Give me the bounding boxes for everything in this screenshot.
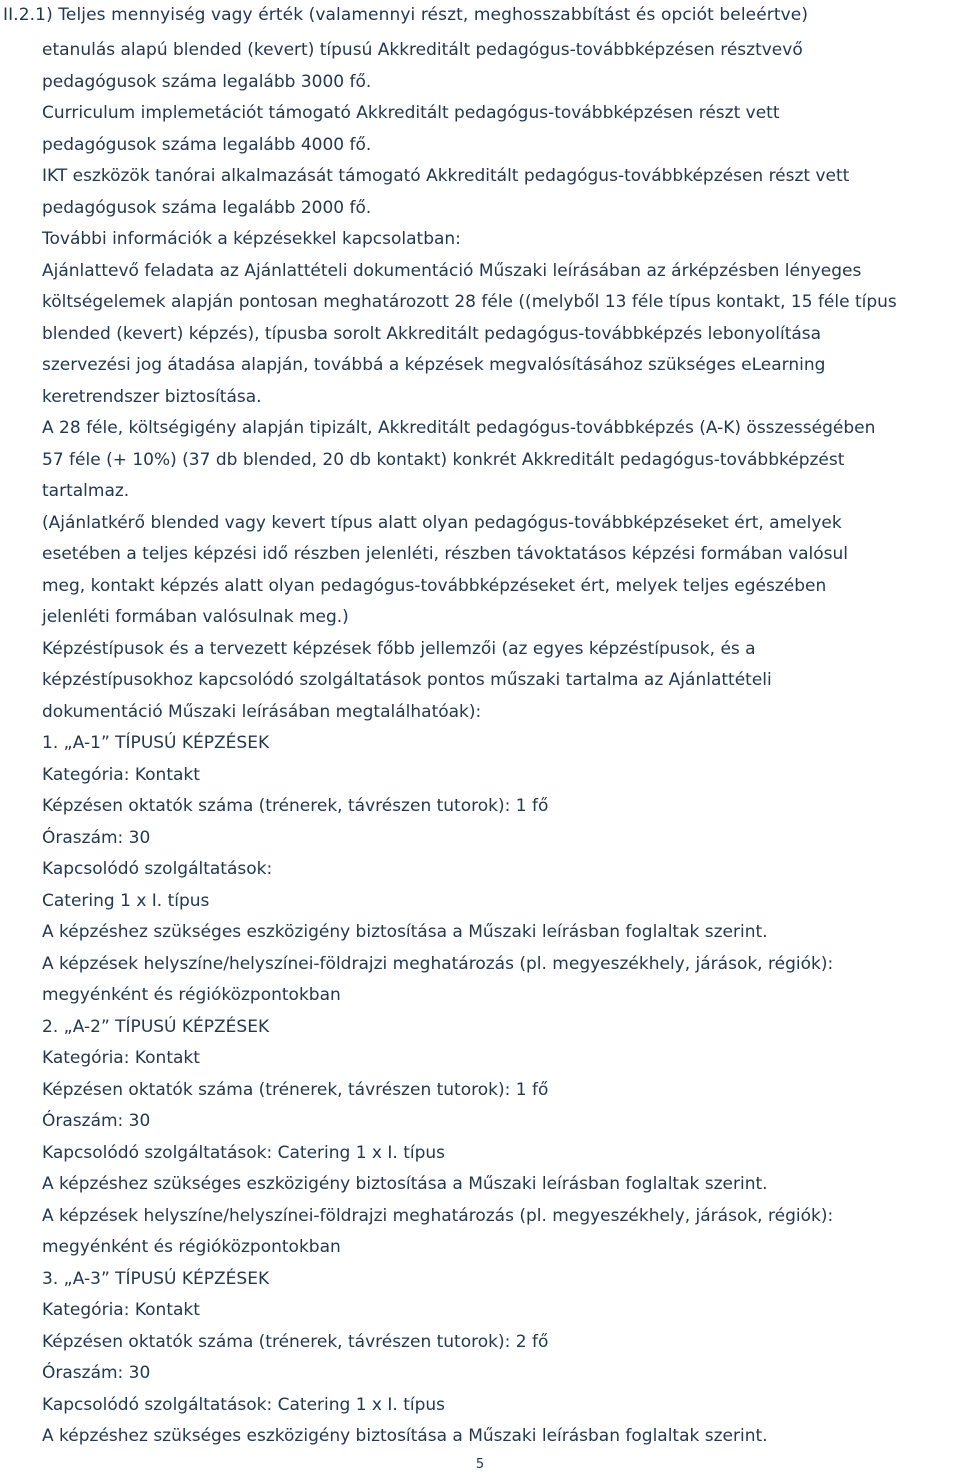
text-line: 57 féle (+ 10%) (37 db blended, 20 db kontakt) konkrét Akkreditált pedagógus-továbbképzést — [42, 449, 845, 470]
text-line: Kategória: Kontakt — [42, 764, 200, 785]
text-line: megyénként és régióközpontokban — [42, 985, 341, 1005]
text-line: jelenléti formában valósulnak meg.) — [42, 607, 349, 627]
text-line: Kategória: Kontakt — [42, 1300, 200, 1320]
text-line: Catering 1 x I. típus — [42, 890, 210, 911]
text-line: Ajánlattevő feladata az Ajánlattételi dokumentáció Műszaki leírásában az árképzésben lényeges — [42, 260, 862, 281]
text-line: Óraszám: 30 — [42, 827, 151, 848]
text-line: Képzésen oktatók száma (trénerek, távrészen tutorok): 1 fő — [42, 796, 549, 816]
text-line: Kapcsolódó szolgáltatások: Catering 1 x I. típus — [42, 1142, 446, 1163]
text-line: A képzéshez szükséges eszközigény biztosítása a Műszaki leírásban foglaltak szerint. — [42, 1174, 768, 1194]
text-line: A képzések helyszíne/helyszínei-földrajzi meghatározás (pl. megyeszékhely, járások, régiók): — [42, 1205, 834, 1226]
text-line: esetében a teljes képzési idő részben jelenléti, részben távoktatásos képzési formában valósul — [42, 544, 849, 564]
text-line: Kategória: Kontakt — [42, 1048, 200, 1068]
text-line: megyénként és régióközpontokban — [42, 1237, 341, 1257]
text-line: (Ajánlatkérő blended vagy kevert típus alatt olyan pedagógus-továbbképzéseket ért, amelyek — [42, 512, 842, 533]
section-heading: II.2.1) Teljes mennyiség vagy érték (valamennyi részt, meghosszabbítást és opciót beleértve) — [3, 5, 809, 25]
text-line: pedagógusok száma legalább 3000 fő. — [42, 71, 372, 92]
text-line: Óraszám: 30 — [42, 1363, 151, 1383]
text-line: Képzésen oktatók száma (trénerek, távrészen tutorok): 2 fő — [42, 1331, 549, 1352]
text-line: A képzéshez szükséges eszközigény biztosítása a Műszaki leírásban foglaltak szerint. — [42, 1426, 768, 1446]
text-line: pedagógusok száma legalább 2000 fő. — [42, 197, 372, 218]
text-line: költségelemek alapján pontosan meghatározott 28 féle ((melyből 13 féle típus kontakt, 15 féle típus — [42, 292, 897, 312]
text-line: meg, kontakt képzés alatt olyan pedagógus-továbbképzéseket ért, melyek teljes egészében — [42, 575, 827, 596]
text-line: pedagógusok száma legalább 4000 fő. — [42, 134, 372, 155]
text-line: szervezési jog átadása alapján, továbbá a képzések megvalósításához szükséges eLearning — [42, 355, 826, 375]
text-line: Kapcsolódó szolgáltatások: Catering 1 x I. típus — [42, 1394, 446, 1415]
text-line: Curriculum implemetációt támogató Akkreditált pedagógus-továbbképzésen részt vett — [42, 103, 780, 123]
text-line: A 28 féle, költségigény alapján tipizált, Akkreditált pedagógus-továbbképzés (A-K) összességében — [42, 418, 876, 438]
text-line: blended (kevert) képzés), típusba sorolt Akkreditált pedagógus-továbbképzés lebonyolítása — [42, 323, 822, 344]
text-line: tartalmaz. — [42, 481, 130, 501]
text-line: A képzéshez szükséges eszközigény biztosítása a Műszaki leírásban foglaltak szerint. — [42, 922, 768, 942]
training-type-heading: 1. „A-1” TÍPUSÚ KÉPZÉSEK — [42, 733, 270, 753]
text-line: Képzésen oktatók száma (trénerek, távrészen tutorok): 1 fő — [42, 1079, 549, 1100]
text-line: IKT eszközök tanórai alkalmazását támogató Akkreditált pedagógus-továbbképzésen részt vett — [42, 166, 850, 186]
text-line: etanulás alapú blended (kevert) típusú Akkreditált pedagógus-továbbképzésen résztvevő — [42, 40, 803, 60]
text-line: keretrendszer biztosítása. — [42, 386, 262, 407]
training-type-heading: 3. „A-3” TÍPUSÚ KÉPZÉSEK — [42, 1268, 270, 1289]
text-line: További információk a képzésekkel kapcsolatban: — [42, 229, 461, 249]
training-type-heading: 2. „A-2” TÍPUSÚ KÉPZÉSEK — [42, 1016, 270, 1037]
page-number: 5 — [475, 1457, 485, 1472]
text-line: képzéstípusokhoz kapcsolódó szolgáltatások pontos műszaki tartalma az Ajánlattételi — [42, 670, 772, 690]
text-line: dokumentáció Műszaki leírásában megtalálhatóak): — [42, 701, 482, 722]
text-line: Képzéstípusok és a tervezett képzések főbb jellemzői (az egyes képzéstípusok, és a — [42, 638, 756, 659]
body-text — [42, 35, 960, 1453]
text-line: A képzések helyszíne/helyszínei-földrajzi meghatározás (pl. megyeszékhely, járások, régiók): — [42, 953, 834, 974]
text-line: Kapcsolódó szolgáltatások: — [42, 859, 273, 879]
text-line: Óraszám: 30 — [42, 1111, 151, 1131]
